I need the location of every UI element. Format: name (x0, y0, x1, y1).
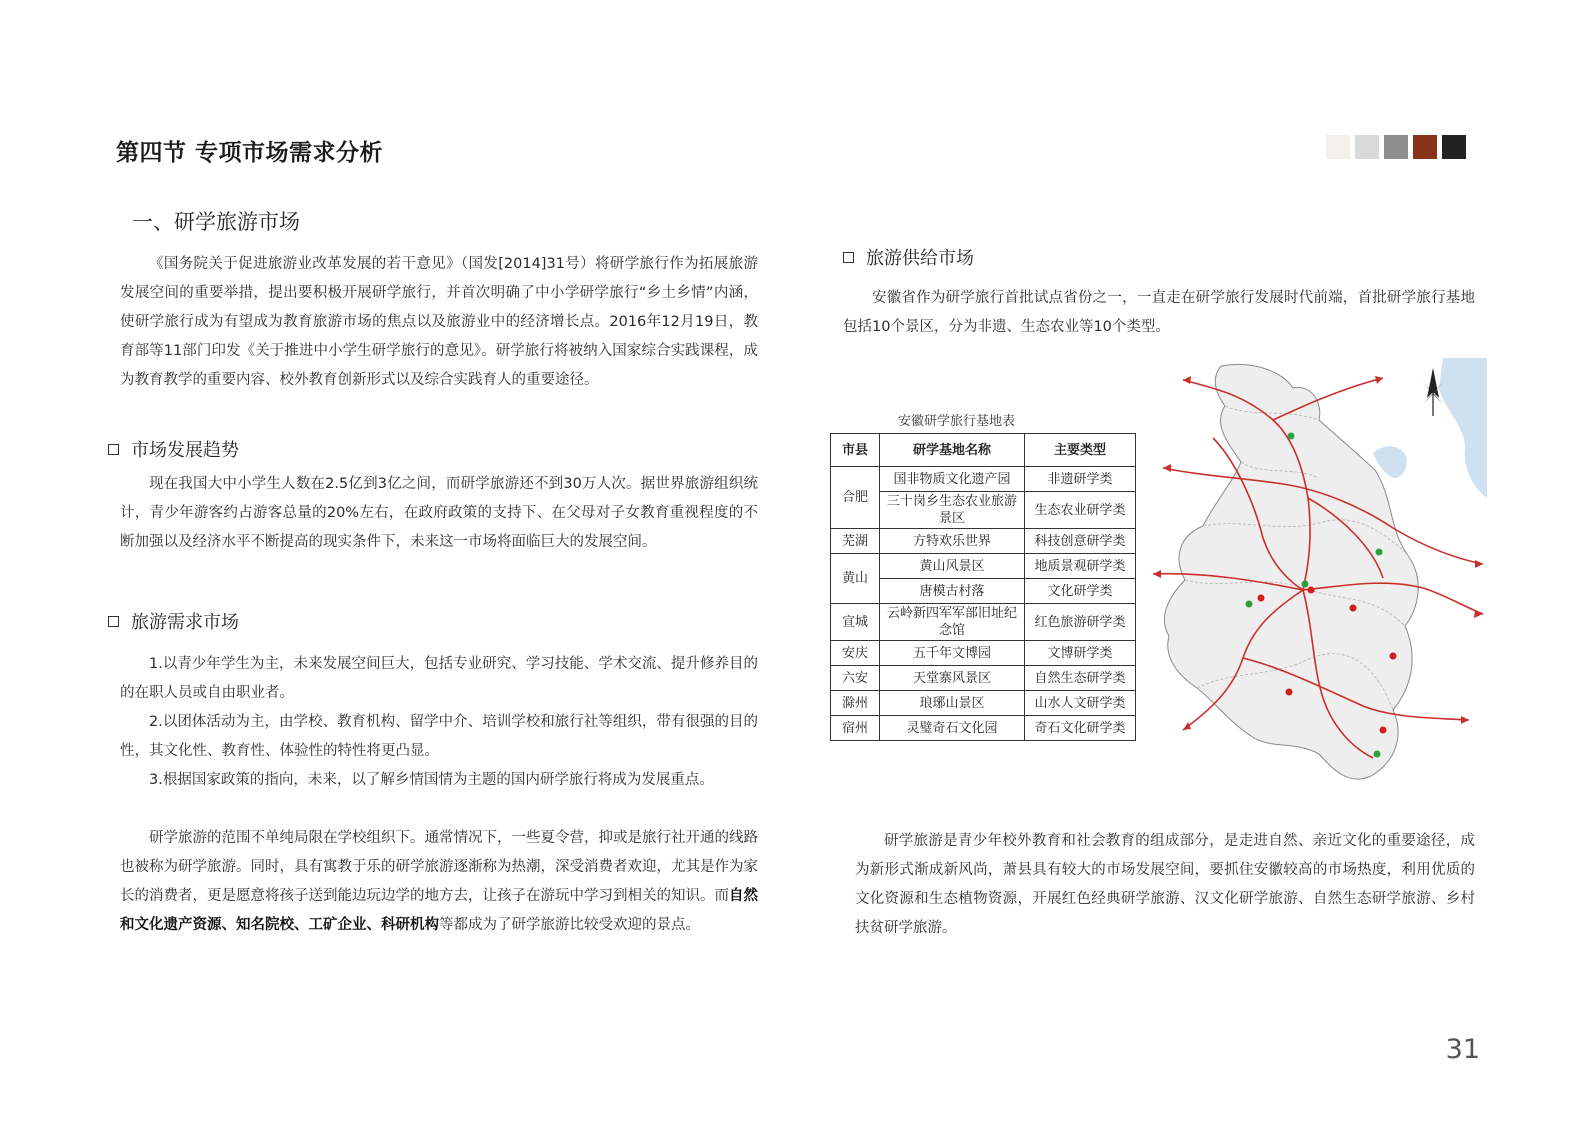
supply-text: 安徽省作为研学旅行首批试点省份之一，一直走在研学旅行发展时代前端，首批研学旅行基地包括10个景区，分为非遗、生态农业等10个类型。 (843, 290, 1475, 335)
table-row (831, 529, 1136, 554)
table-row (831, 641, 1136, 666)
map-marker-green (1302, 581, 1309, 588)
map-marker-green (1288, 433, 1295, 440)
scope-text-start: 研学旅游的范围不单纯局限在学校组织下。通常情况下，一些夏令营，抑或是旅行社开通的线路也被称为研学旅游。同时，具有寓教于乐的研学旅游逐渐称为热潮，深受消费者欢迎，尤其是作为家长的消费者，更是愿意将孩子送到能边玩边学的地方去，让孩子在游玩中学习到相关的知识。而 (120, 830, 758, 904)
page-title: 第四节 专项市场需求分析 (116, 140, 384, 166)
demand-list (120, 650, 758, 795)
demand-heading-label: 旅游需求市场 (131, 612, 239, 633)
cell-city: 滁州 (831, 691, 880, 716)
cell-name: 唐模古村落 (880, 579, 1025, 604)
cell-name: 黄山风景区 (880, 554, 1025, 579)
cell-name: 灵璧奇石文化园 (880, 716, 1025, 741)
cell-name: 三十岗乡生态农业旅游景区 (880, 492, 1025, 529)
demand-item-3: 3.根据国家政策的指向，未来，以了解乡情国情为主题的国内研学旅行将成为发展重点。 (149, 772, 714, 788)
cell-type: 自然生态研学类 (1025, 666, 1136, 691)
cell-city: 芜湖 (831, 529, 880, 554)
cell-city: 合肥 (831, 467, 880, 529)
demand-heading (108, 608, 239, 634)
swatch-cream (1326, 135, 1350, 159)
table-row (831, 691, 1136, 716)
conclusion-paragraph (855, 827, 1475, 943)
table-caption: 安徽研学旅行基地表 (898, 414, 1016, 429)
cell-type: 奇石文化研学类 (1025, 716, 1136, 741)
scope-text (120, 824, 758, 940)
scope-paragraph (120, 824, 758, 940)
cell-type: 生态农业研学类 (1025, 492, 1136, 529)
cell-type: 山水人文研学类 (1025, 691, 1136, 716)
cell-type: 文化研学类 (1025, 579, 1136, 604)
cell-type: 地质景观研学类 (1025, 554, 1136, 579)
supply-paragraph (843, 284, 1475, 342)
swatch-rust (1413, 135, 1437, 159)
section-heading-study-tour: 一、研学旅游市场 (132, 210, 300, 234)
table-row (831, 716, 1136, 741)
demand-item-2: 2.以团体活动为主，由学校、教育机构、留学中介、培训学校和旅行社等组织，带有很强的目的性，其文化性、教育性、体验性的特性将更凸显。 (120, 714, 758, 759)
color-swatch-bar (1326, 135, 1466, 159)
study-base-table (830, 433, 1136, 741)
table-row (831, 604, 1136, 641)
checkbox-square-icon (108, 616, 119, 627)
supply-heading (843, 244, 974, 270)
map-marker-red (1286, 689, 1293, 696)
cell-city: 宿州 (831, 716, 880, 741)
table-row (831, 467, 1136, 492)
checkbox-square-icon (843, 252, 854, 263)
map-marker-green (1246, 601, 1253, 608)
cell-type: 非遗研学类 (1025, 467, 1136, 492)
cell-city: 宣城 (831, 604, 880, 641)
cell-name: 国非物质文化遗产园 (880, 467, 1025, 492)
swatch-black (1442, 135, 1466, 159)
conclusion-text: 研学旅游是青少年校外教育和社会教育的组成部分，是走进自然、亲近文化的重要途径，成为新形式渐成新风尚，萧县具有较大的市场发展空间，要抓住安徽较高的市场热度，利用优质的文化资源和生态植物资源，开展红色经典研学旅游、汉文化研学旅游、自然生态研学旅游、乡村扶贫研学旅游。 (855, 833, 1475, 936)
cell-city: 安庆 (831, 641, 880, 666)
scope-text-end: 等都成为了研学旅游比较受欢迎的景点。 (439, 917, 700, 933)
map-marker-red (1258, 595, 1265, 602)
trend-paragraph (120, 470, 758, 557)
cell-name: 琅琊山景区 (880, 691, 1025, 716)
checkbox-square-icon (108, 444, 119, 455)
intro-paragraph (120, 250, 758, 395)
table-header-row (831, 434, 1136, 467)
cell-type: 科技创意研学类 (1025, 529, 1136, 554)
trend-heading (108, 436, 239, 462)
swatch-gray (1384, 135, 1408, 159)
map-marker-green (1376, 549, 1383, 556)
map-marker-red (1308, 587, 1315, 594)
col-header-name: 研学基地名称 (880, 434, 1025, 467)
cell-type: 红色旅游研学类 (1025, 604, 1136, 641)
cell-name: 方特欢乐世界 (880, 529, 1025, 554)
scope-text-bold: 自然和文化遗产资源、知名院校、工矿企业、科研机构 (120, 888, 758, 933)
table-row (831, 666, 1136, 691)
cell-city: 六安 (831, 666, 880, 691)
supply-heading-label: 旅游供给市场 (866, 248, 974, 269)
col-header-type: 主要类型 (1025, 434, 1136, 467)
anhui-route-map (1143, 358, 1487, 790)
cell-city: 黄山 (831, 554, 880, 604)
intro-text: 《国务院关于促进旅游业改革发展的若干意见》（国发[2014]31号）将研学旅行作为拓展旅游发展空间的重要举措，提出要积极开展研学旅行，并首次明确了中小学研学旅行“乡土乡情”内涵，使研学旅行成为有望成为教育旅游市场的焦点以及旅游业中的经济增长点。2016年12月19日，教育部等11部门印发《关于推进中小学生研学旅行的意见》。研学旅行将被纳入国家综合实践课程，成为教育教学的重要内容、校外教育创新形式以及综合实践育人的重要途径。 (120, 256, 758, 388)
map-marker-green (1374, 751, 1381, 758)
map-marker-red (1390, 653, 1397, 660)
cell-name: 五千年文博园 (880, 641, 1025, 666)
map-marker-red (1350, 605, 1357, 612)
trend-heading-label: 市场发展趋势 (131, 440, 239, 461)
cell-name: 云岭新四军军部旧址纪念馆 (880, 604, 1025, 641)
map-marker-red (1380, 727, 1387, 734)
cell-type: 文博研学类 (1025, 641, 1136, 666)
demand-item-1: 1.以青少年学生为主，未来发展空间巨大，包括专业研究、学习技能、学术交流、提升修养目的的在职人员或自由职业者。 (120, 656, 758, 701)
page-number: 31 (1445, 1034, 1480, 1065)
cell-name: 天堂寨风景区 (880, 666, 1025, 691)
table-row (831, 554, 1136, 579)
trend-text: 现在我国大中小学生人数在2.5亿到3亿之间，而研学旅游还不到30万人次。据世界旅游组织统计，青少年游客约占游客总量的20%左右，在政府政策的支持下、在父母对子女教育重视程度的不断加强以及经济水平不断提高的现实条件下，未来这一市场将面临巨大的发展空间。 (120, 476, 758, 550)
col-header-city: 市县 (831, 434, 880, 467)
swatch-light-gray (1355, 135, 1379, 159)
